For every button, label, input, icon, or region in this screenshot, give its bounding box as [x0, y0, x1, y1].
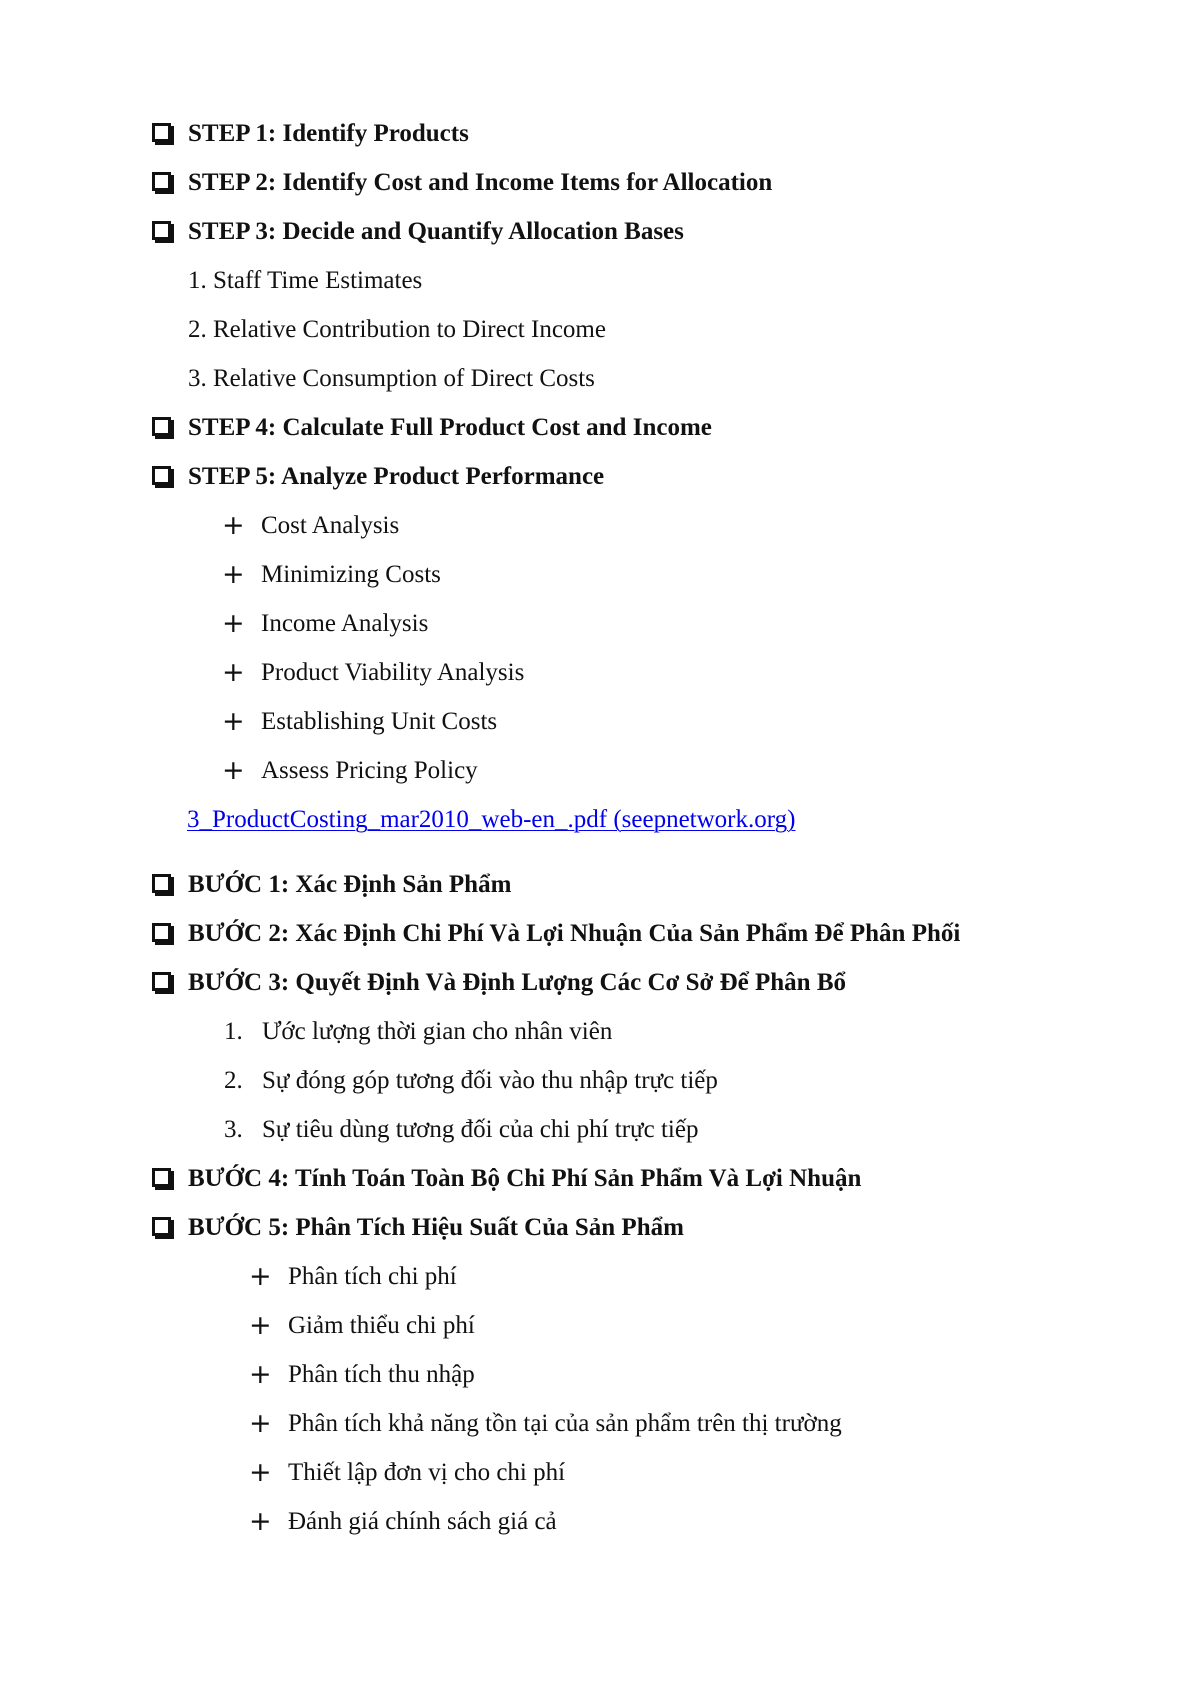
allocation-base-text: 3. Relative Consumption of Direct Costs: [188, 365, 595, 392]
checkbox-icon: [152, 972, 171, 991]
plus-icon: +: [249, 1359, 272, 1390]
en-step-3-label: STEP 3: Decide and Quantify Allocation Bases: [188, 218, 684, 245]
checkbox-icon: [152, 221, 171, 240]
analysis-item-text: Đánh giá chính sách giá cả: [288, 1508, 557, 1535]
plus-icon: +: [222, 706, 245, 737]
analysis-item-text: Minimizing Costs: [261, 561, 441, 588]
analysis-item-text: Cost Analysis: [261, 512, 400, 539]
allocation-base-text: Sự tiêu dùng tương đối của chi phí trực tiếp: [262, 1116, 699, 1143]
analysis-item-text: Thiết lập đơn vị cho chi phí: [288, 1459, 566, 1486]
en-step-1-label: STEP 1: Identify Products: [188, 120, 469, 147]
checkbox-icon: [152, 1168, 171, 1187]
plus-icon: +: [222, 657, 245, 688]
analysis-item-text: Phân tích chi phí: [288, 1263, 457, 1290]
analysis-item-text: Phân tích thu nhập: [288, 1361, 475, 1388]
analysis-item-text: Phân tích khả năng tồn tại của sản phẩm trên thị trường: [288, 1410, 842, 1437]
analysis-item-text: Establishing Unit Costs: [261, 708, 498, 735]
vi-step-1-label: BƯỚC 1: Xác Định Sản Phẩm: [188, 871, 512, 898]
checkbox-icon: [152, 466, 171, 485]
plus-icon: +: [249, 1310, 272, 1341]
checkbox-icon: [152, 874, 171, 893]
plus-icon: +: [222, 755, 245, 786]
plus-icon: +: [249, 1408, 272, 1439]
plus-icon: +: [222, 510, 245, 541]
plus-icon: +: [222, 559, 245, 590]
source-link[interactable]: 3_ProductCosting_mar2010_web-en_.pdf (seepnetwork.org): [187, 806, 796, 833]
allocation-base-text: Ước lượng thời gian cho nhân viên: [262, 1018, 613, 1045]
checkbox-icon: [152, 417, 171, 436]
checkbox-icon: [152, 923, 171, 942]
plus-icon: +: [249, 1506, 272, 1537]
plus-icon: +: [249, 1261, 272, 1292]
allocation-base-text: 1. Staff Time Estimates: [188, 267, 423, 294]
vi-step-3-label: BƯỚC 3: Quyết Định Và Định Lượng Các Cơ Sở Để Phân Bổ: [188, 969, 847, 996]
allocation-base-text: 2. Relative Contribution to Direct Income: [188, 316, 606, 343]
analysis-item-text: Income Analysis: [261, 610, 429, 637]
checkbox-icon: [152, 172, 171, 191]
analysis-item-text: Product Viability Analysis: [261, 659, 525, 686]
en-step-4-label: STEP 4: Calculate Full Product Cost and Income: [188, 414, 712, 441]
plus-icon: +: [222, 608, 245, 639]
vi-step-5-label: BƯỚC 5: Phân Tích Hiệu Suất Của Sản Phẩm: [188, 1214, 684, 1241]
checkbox-icon: [152, 1217, 171, 1236]
checkbox-icon: [152, 123, 171, 142]
vi-step-4-label: BƯỚC 4: Tính Toán Toàn Bộ Chi Phí Sản Phẩm Và Lợi Nhuận: [188, 1165, 862, 1192]
list-number: 3.: [224, 1116, 243, 1143]
plus-icon: +: [249, 1457, 272, 1488]
en-step-2-label: STEP 2: Identify Cost and Income Items for Allocation: [188, 169, 773, 196]
allocation-base-text: Sự đóng góp tương đối vào thu nhập trực tiếp: [262, 1067, 718, 1094]
list-number: 1.: [224, 1018, 243, 1045]
en-step-5-label: STEP 5: Analyze Product Performance: [188, 463, 605, 490]
analysis-item-text: Giảm thiểu chi phí: [288, 1312, 475, 1339]
analysis-item-text: Assess Pricing Policy: [261, 757, 478, 784]
list-number: 2.: [224, 1067, 243, 1094]
vi-step-2-label: BƯỚC 2: Xác Định Chi Phí Và Lợi Nhuận Của Sản Phẩm Để Phân Phối: [188, 920, 961, 947]
